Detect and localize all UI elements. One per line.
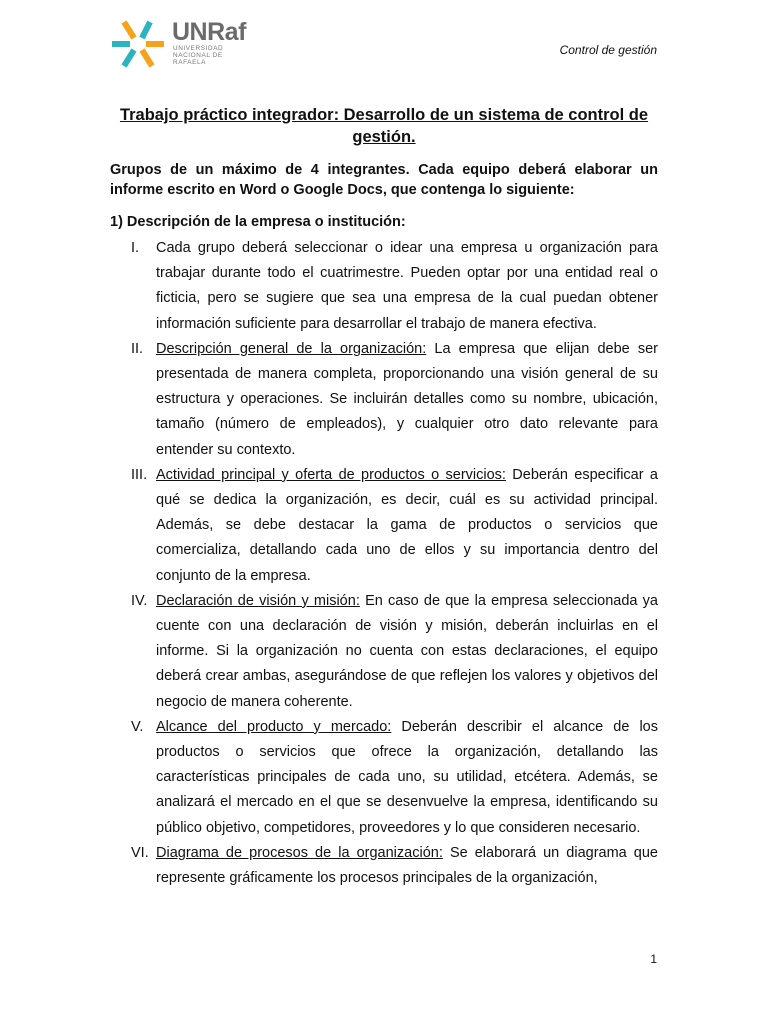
- page-number: 1: [650, 952, 657, 966]
- list-item-text: En caso de que la empresa seleccionada ya cuente con una declaración de visión y misión, deberán incluirlas en el informe. Si la organización no cuenta con estas declaraciones, el equipo deberá crear ambas, asegurándose de que reflejen los valores y objetivos del negocio de manera coherente.: [156, 592, 658, 710]
- list-item-label: Diagrama de procesos de la organización:: [156, 844, 443, 861]
- list-item-text: Deberán describir el alcance de los productos o servicios que ofrece la organización, detallando las características principales de cada uno, su utilidad, etcétera. Además, se analizará el mercado en el que se desenvuelve la empresa, identificando su público objetivo, competidores, proveedores y lo que consideren necesario.: [156, 718, 658, 836]
- document-title: Trabajo práctico integrador: Desarrollo de un sistema de control de gestión.: [119, 106, 649, 146]
- list-item-label: Declaración de visión y misión:: [156, 592, 360, 609]
- list-item-text: Deberán especificar a qué se dedica la organización, es decir, cuál es su actividad principal. Además, se debe destacar la gama de productos o servicios que comercializa, detallando cada uno de ellos y su importancia dentro del conjunto de la empresa.: [156, 466, 658, 584]
- header-subject: Control de gestión: [559, 43, 657, 57]
- list-item-number: I.: [131, 240, 140, 256]
- list-item: [110, 463, 658, 589]
- logo-subtitle: UNIVERSIDAD NACIONAL DE RAFAELA: [173, 45, 224, 66]
- list-item-label: Descripción general de la organización:: [156, 340, 427, 357]
- unraf-asterisk-icon: [110, 18, 166, 68]
- list-item: [110, 236, 658, 337]
- list-item-number: VI.: [131, 844, 149, 861]
- list-item-text: Se elaborará un diagrama que represente gráficamente los procesos principales de la organización,: [156, 844, 658, 887]
- list-item-number: IV.: [131, 592, 148, 609]
- list-item-number: V.: [131, 718, 144, 735]
- list-item: [110, 715, 658, 841]
- list-item: [110, 841, 658, 891]
- numbered-list: [110, 236, 658, 891]
- list-item-text: Cada grupo deberá seleccionar o idear una empresa u organización para trabajar durante todo el cuatrimestre. Pueden optar por una entidad real o ficticia, pero se sugiere que sea una empresa de la cual puedan obtener información suficiente para desarrollar el trabajo de manera efectiva.: [156, 240, 658, 332]
- list-item-text: La empresa que elijan debe ser presentada de manera completa, proporcionando una visión general de su estructura y operaciones. Se incluirán detalles como su nombre, ubicación, tamaño (número de empleados), y cualquier otro dato relevante para entender su contexto.: [156, 340, 659, 458]
- logo-name: UNRaf: [172, 18, 246, 46]
- list-item: [110, 337, 658, 463]
- list-item-label: Alcance del producto y mercado:: [156, 718, 392, 735]
- unraf-logo: [110, 18, 270, 68]
- page-header: [0, 0, 768, 80]
- intro-paragraph: Grupos de un máximo de 4 integrantes. Cada equipo deberá elaborar un informe escrito en Word o Google Docs, que contenga lo siguiente:: [110, 162, 658, 198]
- list-item-number: III.: [131, 466, 148, 483]
- list-item-label: Actividad principal y oferta de productos o servicios:: [156, 466, 506, 483]
- list-item: [110, 589, 658, 715]
- section-heading: 1) Descripción de la empresa o institución:: [110, 214, 406, 230]
- list-item-number: II.: [131, 340, 144, 357]
